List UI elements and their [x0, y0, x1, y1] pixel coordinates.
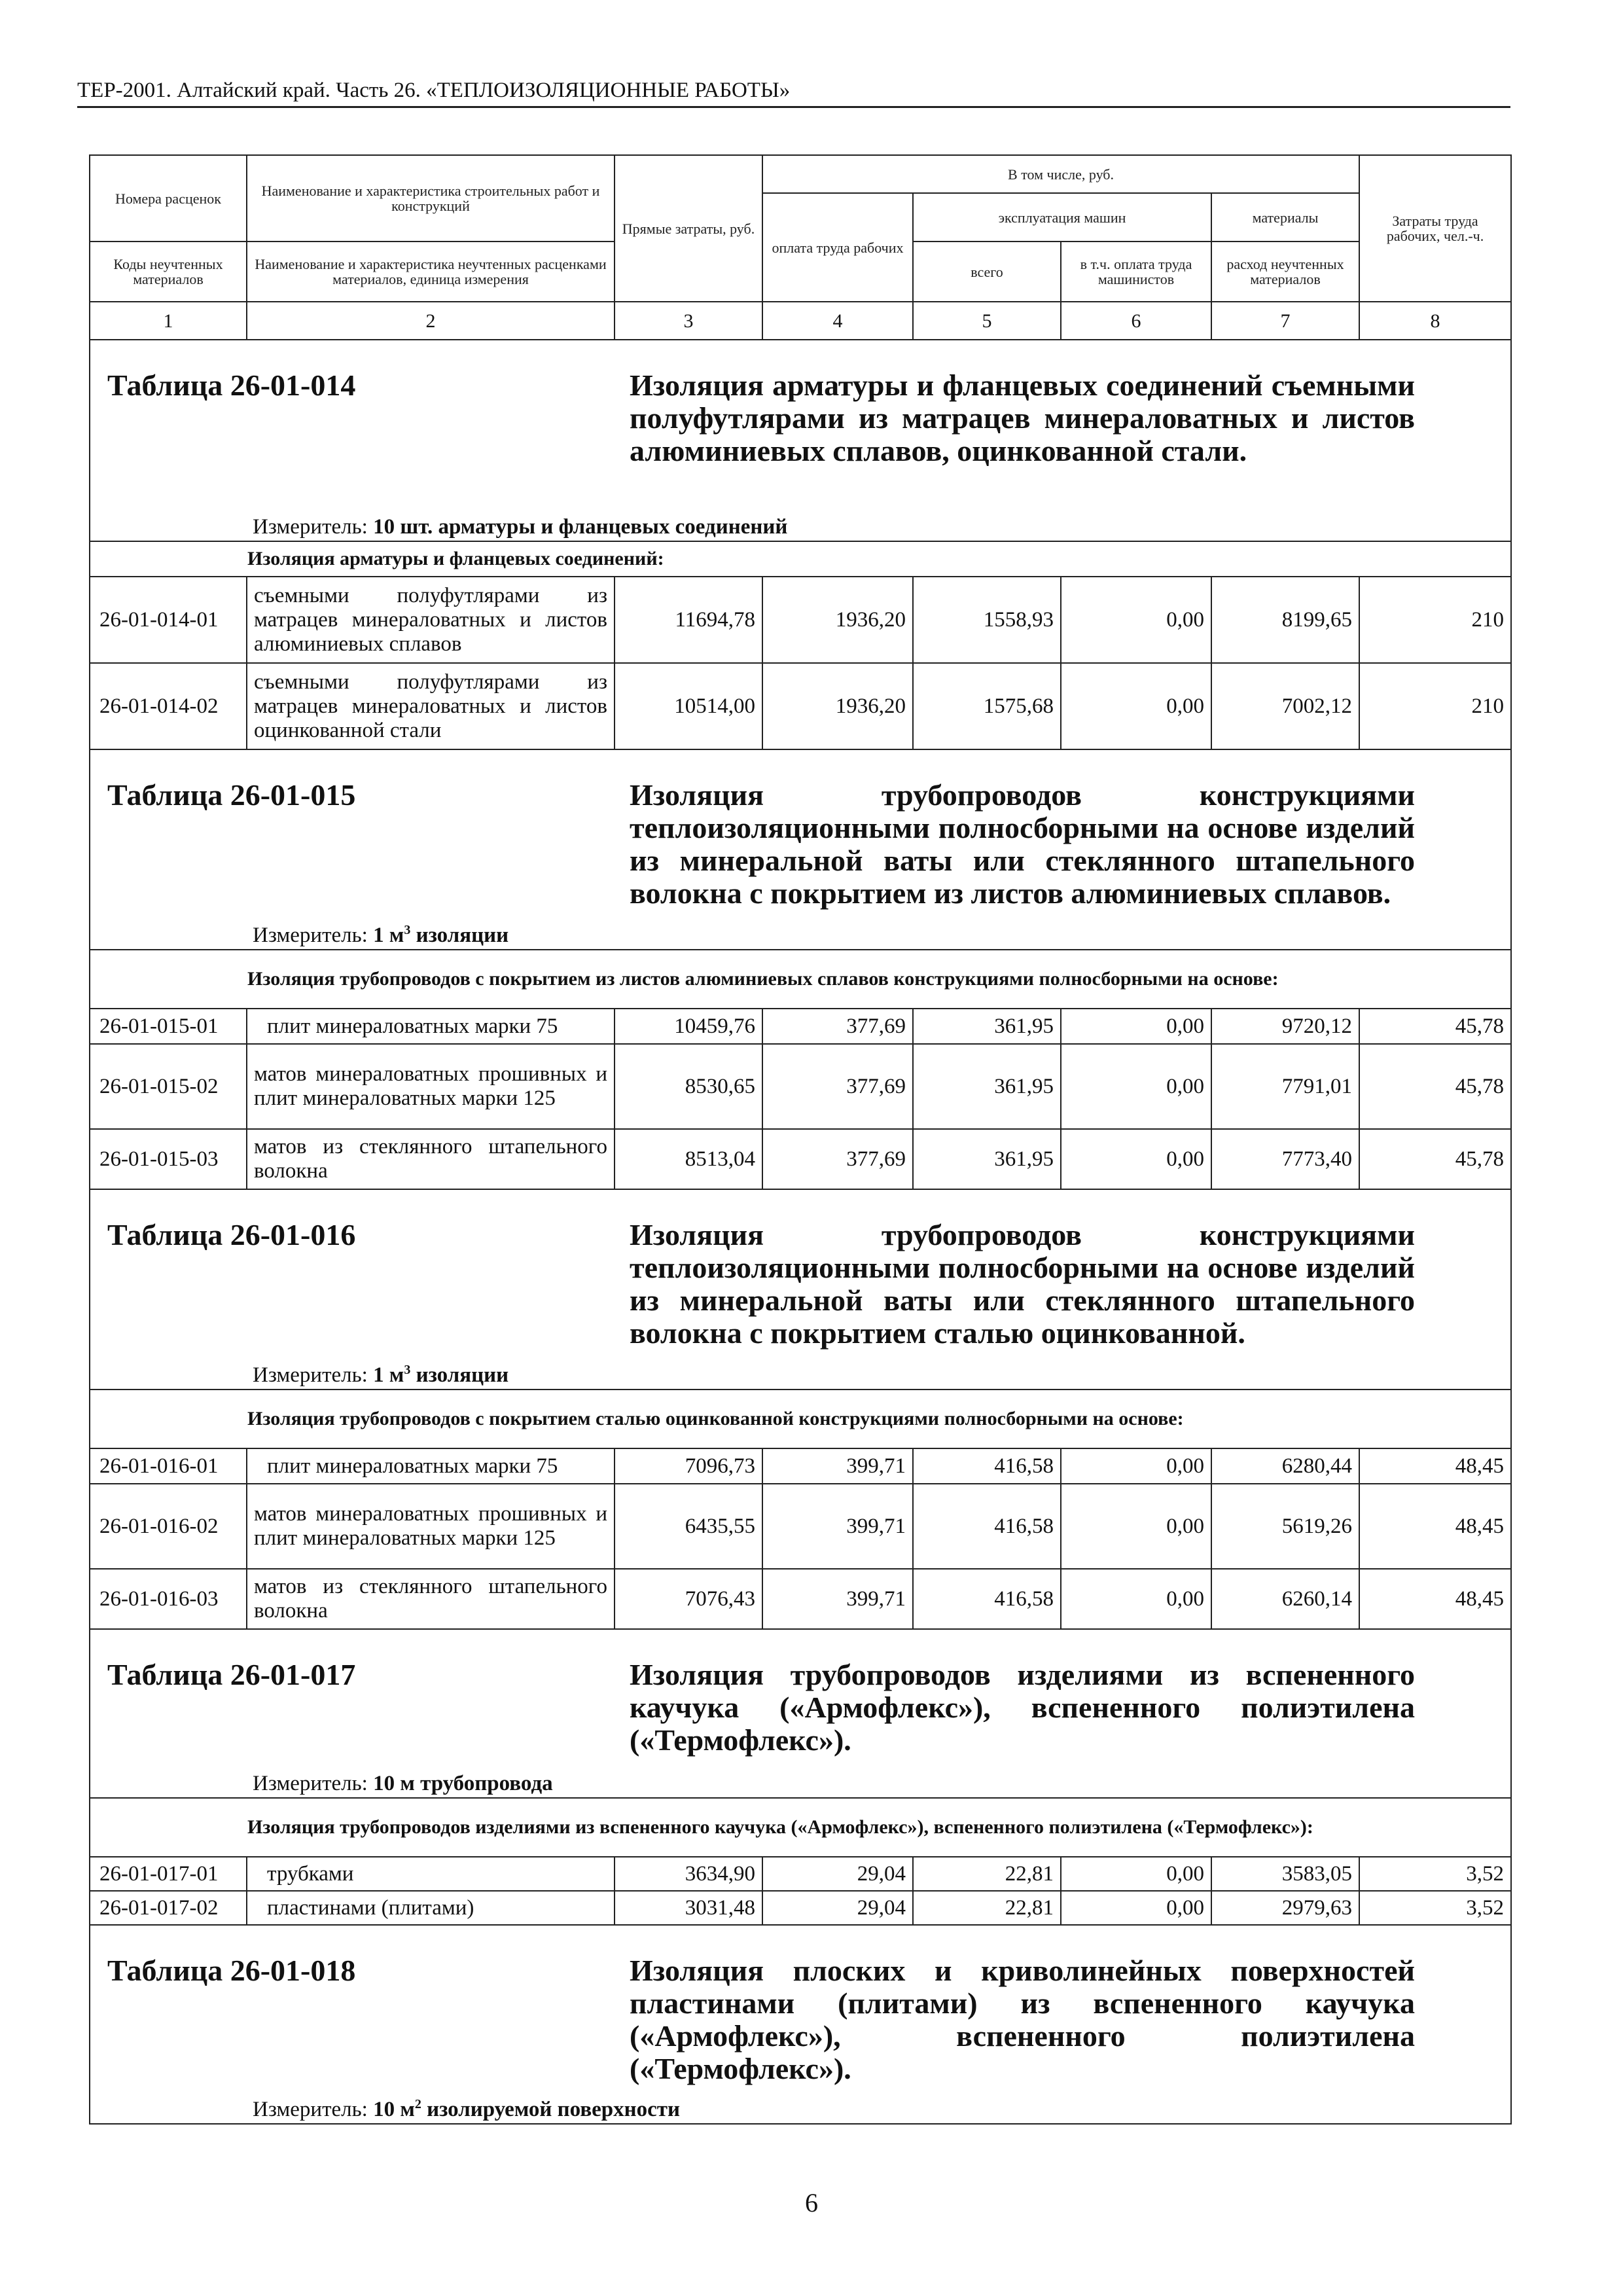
- rate-code: 26-01-017-01: [90, 1857, 247, 1891]
- machinists-pay: 0,00: [1061, 663, 1211, 749]
- rate-name: пластинами (плитами): [247, 1891, 615, 1925]
- page-header: ТЕР-2001. Алтайский край. Часть 26. «ТЕПЛОИЗОЛЯЦИОННЫЕ РАБОТЫ»: [77, 77, 1510, 108]
- materials-cost: 3583,05: [1211, 1857, 1359, 1891]
- table-meter: [253, 1771, 553, 1796]
- labor-hours: 210: [1359, 577, 1511, 663]
- machines-total: 361,95: [913, 1009, 1061, 1044]
- rate-code: 26-01-017-02: [90, 1891, 247, 1925]
- table-meter: [253, 918, 508, 948]
- labor-hours: 45,78: [1359, 1129, 1511, 1189]
- rate-name: матов минераловатных прошивных и плит минераловатных марки 125: [247, 1484, 615, 1569]
- machines-total: 1558,93: [913, 577, 1061, 663]
- machinists-pay: 0,00: [1061, 1448, 1211, 1484]
- materials-cost: 7773,40: [1211, 1129, 1359, 1189]
- meter-value: 10 м: [373, 2098, 415, 2121]
- machinists-pay: 0,00: [1061, 1044, 1211, 1129]
- direct-cost: 8513,04: [615, 1129, 762, 1189]
- rate-name: матов из стеклянного штапельного волокна: [247, 1569, 615, 1629]
- meter-value: 1 м: [373, 1363, 404, 1387]
- column-number: 4: [762, 302, 913, 340]
- table-row: [90, 1129, 1511, 1189]
- labor-pay: 377,69: [762, 1009, 913, 1044]
- labor-hours: 45,78: [1359, 1044, 1511, 1129]
- labor-hours: 48,45: [1359, 1484, 1511, 1569]
- materials-cost: 9720,12: [1211, 1009, 1359, 1044]
- rate-code: 26-01-016-03: [90, 1569, 247, 1629]
- meter-value: 1 м: [373, 924, 404, 947]
- header-name-top: Наименование и характеристика строительных работ и конструкций: [247, 155, 615, 242]
- meter-rest: изоляции: [410, 924, 509, 947]
- materials-cost: 7791,01: [1211, 1044, 1359, 1129]
- table-title: Изоляция арматуры и фланцевых соединений съемными полуфутлярами из матрацев минераловатных и листов алюминиевых сплавов, оцинкованной стали.: [630, 368, 1415, 467]
- meter-label: Измеритель:: [253, 1772, 368, 1795]
- table-row: [90, 1891, 1511, 1925]
- rate-code: 26-01-015-01: [90, 1009, 247, 1044]
- rate-code: 26-01-016-01: [90, 1448, 247, 1484]
- machines-total: 22,81: [913, 1857, 1061, 1891]
- header-machines: эксплуатация машин: [913, 193, 1211, 242]
- rate-code: 26-01-015-02: [90, 1044, 247, 1129]
- table-label: Таблица 26-01-016: [107, 1218, 356, 1251]
- labor-hours: 210: [1359, 663, 1511, 749]
- meter-label: Измеритель:: [253, 924, 368, 947]
- materials-cost: 6260,14: [1211, 1569, 1359, 1629]
- meter-value: 10 шт. арматуры и фланцевых соединений: [373, 515, 788, 539]
- rate-name: матов из стеклянного штапельного волокна: [247, 1129, 615, 1189]
- meter-rest: изоляции: [410, 1363, 509, 1387]
- machinists-pay: 0,00: [1061, 1857, 1211, 1891]
- header-including: В том числе, руб.: [762, 155, 1359, 193]
- machines-total: 22,81: [913, 1891, 1061, 1925]
- machines-total: 361,95: [913, 1044, 1061, 1129]
- table-row: [90, 1484, 1511, 1569]
- header-machines-pay: в т.ч. оплата труда машинистов: [1061, 242, 1211, 302]
- column-number: 2: [247, 302, 615, 340]
- group-heading: Изоляция трубопроводов с покрытием из листов алюминиевых сплавов конструкциями полносборными на основе:: [90, 950, 1511, 1009]
- labor-pay: 399,71: [762, 1569, 913, 1629]
- rate-name: съемными полуфутлярами из матрацев минераловатных и листов алюминиевых сплавов: [247, 577, 615, 663]
- header-labor-pay: оплата труда рабочих: [762, 193, 913, 302]
- machinists-pay: 0,00: [1061, 1484, 1211, 1569]
- meter-label: Измеритель:: [253, 1363, 368, 1387]
- machines-total: 1575,68: [913, 663, 1061, 749]
- labor-pay: 377,69: [762, 1044, 913, 1129]
- table-section: [90, 340, 1511, 541]
- table-label: Таблица 26-01-017: [107, 1658, 356, 1691]
- group-heading: Изоляция трубопроводов изделиями из вспененного каучука («Армофлекс»), вспененного полиэтилена («Термофлекс»):: [90, 1798, 1511, 1857]
- meter-label: Измеритель:: [253, 515, 368, 539]
- table-label: Таблица 26-01-014: [107, 368, 356, 402]
- column-number: 3: [615, 302, 762, 340]
- machines-total: 416,58: [913, 1448, 1061, 1484]
- header-materials: материалы: [1211, 193, 1359, 242]
- meter-value: 10 м трубопровода: [373, 1772, 553, 1795]
- header-materials-unaccounted: расход неучтенных материалов: [1211, 242, 1359, 302]
- column-numbers-row: [90, 302, 1511, 340]
- table-meter: [253, 514, 787, 539]
- column-number: 6: [1061, 302, 1211, 340]
- table-section: [90, 749, 1511, 950]
- header-direct: Прямые затраты, руб.: [615, 155, 762, 302]
- header-machines-total: всего: [913, 242, 1061, 302]
- rate-name: плит минераловатных марки 75: [247, 1448, 615, 1484]
- labor-pay: 399,71: [762, 1448, 913, 1484]
- table-title: Изоляция трубопроводов конструкциями теплоизоляционными полносборными на основе изделий из минеральной ваты или стеклянного штапельного волокна с покрытием сталью оцинкованной.: [630, 1218, 1415, 1350]
- column-number: 7: [1211, 302, 1359, 340]
- table-section: [90, 1925, 1511, 2124]
- table-title: Изоляция трубопроводов конструкциями теплоизоляционными полносборными на основе изделий из минеральной ваты или стеклянного штапельного волокна с покрытием из листов алюминиевых сплавов.: [630, 778, 1415, 910]
- column-number: 8: [1359, 302, 1511, 340]
- materials-cost: 5619,26: [1211, 1484, 1359, 1569]
- labor-pay: 377,69: [762, 1129, 913, 1189]
- machines-total: 416,58: [913, 1484, 1061, 1569]
- direct-cost: 8530,65: [615, 1044, 762, 1129]
- rate-name: трубками: [247, 1857, 615, 1891]
- rate-name: матов минераловатных прошивных и плит минераловатных марки 125: [247, 1044, 615, 1129]
- machines-total: 416,58: [913, 1569, 1061, 1629]
- labor-hours: 3,52: [1359, 1857, 1511, 1891]
- machines-total: 361,95: [913, 1129, 1061, 1189]
- table-row: [90, 1569, 1511, 1629]
- machinists-pay: 0,00: [1061, 1129, 1211, 1189]
- table-row: [90, 1857, 1511, 1891]
- header-codes-bottom: Коды неучтенных материалов: [90, 242, 247, 302]
- direct-cost: 10514,00: [615, 663, 762, 749]
- materials-cost: 7002,12: [1211, 663, 1359, 749]
- direct-cost: 3634,90: [615, 1857, 762, 1891]
- column-number: 5: [913, 302, 1061, 340]
- table-label: Таблица 26-01-015: [107, 778, 356, 812]
- table-label: Таблица 26-01-018: [107, 1954, 356, 1987]
- labor-hours: 48,45: [1359, 1569, 1511, 1629]
- direct-cost: 11694,78: [615, 577, 762, 663]
- labor-hours: 48,45: [1359, 1448, 1511, 1484]
- table-row: [90, 1009, 1511, 1044]
- header-name-bottom: Наименование и характеристика неучтенных расценками материалов, единица измерения: [247, 242, 615, 302]
- labor-hours: 3,52: [1359, 1891, 1511, 1925]
- rate-code: 26-01-014-01: [90, 577, 247, 663]
- labor-hours: 45,78: [1359, 1009, 1511, 1044]
- rate-name: съемными полуфутлярами из матрацев минераловатных и листов оцинкованной стали: [247, 663, 615, 749]
- labor-pay: 399,71: [762, 1484, 913, 1569]
- group-heading: Изоляция арматуры и фланцевых соединений:: [90, 541, 1511, 577]
- rate-code: 26-01-016-02: [90, 1484, 247, 1569]
- labor-pay: 29,04: [762, 1857, 913, 1891]
- materials-cost: 6280,44: [1211, 1448, 1359, 1484]
- table-row: [90, 1448, 1511, 1484]
- table-section: [90, 1629, 1511, 1798]
- rates-table: [89, 154, 1512, 2125]
- table-row: [90, 663, 1511, 749]
- page-number: 6: [805, 2188, 818, 2217]
- rate-code: 26-01-015-03: [90, 1129, 247, 1189]
- materials-cost: 8199,65: [1211, 577, 1359, 663]
- rate-name: плит минераловатных марки 75: [247, 1009, 615, 1044]
- machinists-pay: 0,00: [1061, 577, 1211, 663]
- meter-rest: изолируемой поверхности: [421, 2098, 681, 2121]
- group-heading: Изоляция трубопроводов с покрытием сталью оцинкованной конструкциями полносборными на основе:: [90, 1390, 1511, 1448]
- machinists-pay: 0,00: [1061, 1569, 1211, 1629]
- table-meter: [253, 1357, 508, 1388]
- direct-cost: 7096,73: [615, 1448, 762, 1484]
- direct-cost: 3031,48: [615, 1891, 762, 1925]
- header-labor-cost: Затраты труда рабочих, чел.-ч.: [1359, 155, 1511, 302]
- table-meter: [253, 2092, 680, 2122]
- meter-sup: 2: [414, 2097, 421, 2111]
- meter-label: Измеритель:: [253, 2098, 368, 2121]
- meter-sup: 3: [404, 1363, 411, 1377]
- table-title: Изоляция плоских и криволинейных поверхностей пластинами (плитами) из вспененного каучука («Армофлекс»), вспененного полиэтилена («Термофлекс»).: [630, 1954, 1415, 2085]
- machinists-pay: 0,00: [1061, 1891, 1211, 1925]
- labor-pay: 1936,20: [762, 577, 913, 663]
- table-row: [90, 1044, 1511, 1129]
- table-section: [90, 1189, 1511, 1390]
- table-title: Изоляция трубопроводов изделиями из вспененного каучука («Армофлекс»), вспененного полиэтилена («Термофлекс»).: [630, 1658, 1415, 1757]
- materials-cost: 2979,63: [1211, 1891, 1359, 1925]
- labor-pay: 29,04: [762, 1891, 913, 1925]
- direct-cost: 10459,76: [615, 1009, 762, 1044]
- rate-code: 26-01-014-02: [90, 663, 247, 749]
- direct-cost: 7076,43: [615, 1569, 762, 1629]
- column-number: 1: [90, 302, 247, 340]
- labor-pay: 1936,20: [762, 663, 913, 749]
- table-row: [90, 577, 1511, 663]
- meter-sup: 3: [404, 923, 411, 937]
- machinists-pay: 0,00: [1061, 1009, 1211, 1044]
- direct-cost: 6435,55: [615, 1484, 762, 1569]
- header-codes-top: Номера расценок: [90, 155, 247, 242]
